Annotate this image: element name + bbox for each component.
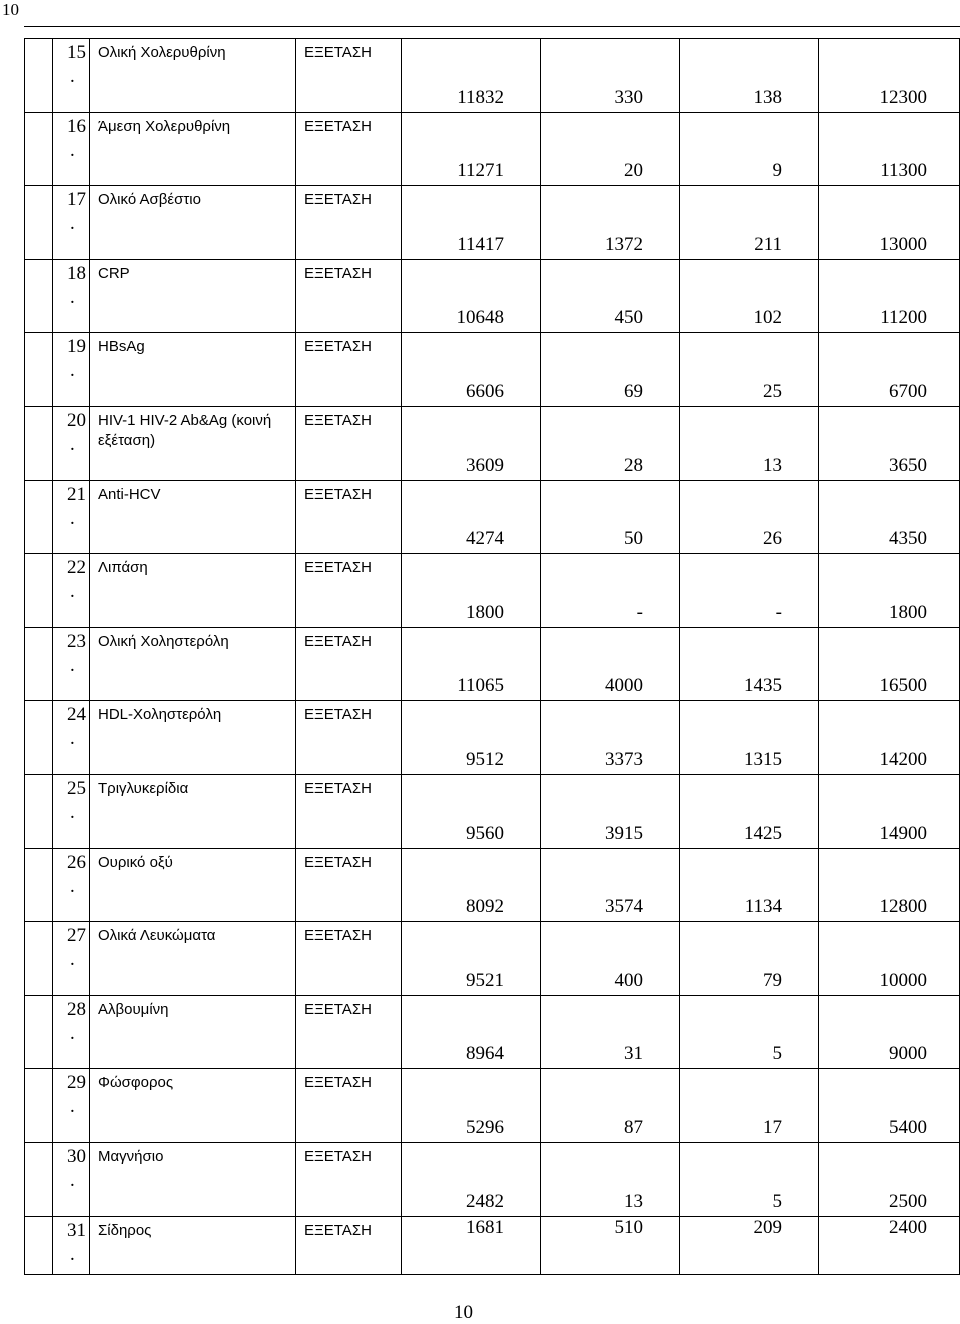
- row-number-dot: .: [70, 581, 75, 603]
- empty-cell: [25, 995, 53, 1069]
- exam-name: Τριγλυκερίδια: [90, 774, 296, 848]
- value-cell: 1800: [402, 554, 541, 628]
- row-number-dot: .: [70, 1169, 75, 1191]
- table-row: [25, 406, 960, 480]
- row-number-dot: .: [70, 360, 75, 382]
- value-cell: 79: [680, 922, 819, 996]
- row-number-text: 20: [67, 409, 86, 431]
- value-cell: 14900: [819, 774, 960, 848]
- row-number: [53, 480, 90, 554]
- exam-name: Λιπάση: [90, 554, 296, 628]
- value-cell: 211: [680, 186, 819, 260]
- row-number-text: 16: [67, 115, 86, 137]
- value-cell: 17: [680, 1069, 819, 1143]
- page-number-top: 10: [2, 0, 19, 19]
- empty-cell: [25, 480, 53, 554]
- table-row: [25, 1069, 960, 1143]
- value-cell: 4274: [402, 480, 541, 554]
- value-cell: 450: [541, 259, 680, 333]
- value-cell: 3650: [819, 406, 960, 480]
- exam-name: Άμεση Χολερυθρίνη: [90, 112, 296, 186]
- row-number-text: 23: [67, 630, 86, 652]
- exam-kind: ΕΞΕΤΑΣΗ: [296, 554, 402, 628]
- empty-cell: [25, 922, 53, 996]
- exam-kind: ΕΞΕΤΑΣΗ: [296, 259, 402, 333]
- row-number: [53, 627, 90, 701]
- row-number-dot: .: [70, 801, 75, 823]
- value-cell: 2482: [402, 1142, 541, 1216]
- value-cell: -: [680, 554, 819, 628]
- value-cell: 6700: [819, 333, 960, 407]
- row-number: [53, 39, 90, 113]
- row-number: [53, 701, 90, 775]
- table-row: [25, 627, 960, 701]
- value-cell: 1372: [541, 186, 680, 260]
- empty-cell: [25, 627, 53, 701]
- empty-cell: [25, 848, 53, 922]
- value-cell: 16500: [819, 627, 960, 701]
- exam-kind: ΕΞΕΤΑΣΗ: [296, 701, 402, 775]
- value-cell: -: [541, 554, 680, 628]
- exams-table: [24, 38, 960, 1275]
- value-cell: 8964: [402, 995, 541, 1069]
- table-row: [25, 995, 960, 1069]
- value-cell: 20: [541, 112, 680, 186]
- empty-cell: [25, 701, 53, 775]
- row-number: [53, 186, 90, 260]
- value-cell: 11271: [402, 112, 541, 186]
- value-cell: 69: [541, 333, 680, 407]
- value-cell: 6606: [402, 333, 541, 407]
- value-cell: 330: [541, 39, 680, 113]
- exam-kind: ΕΞΕΤΑΣΗ: [296, 186, 402, 260]
- exam-name: Αλβουμίνη: [90, 995, 296, 1069]
- value-cell: 3609: [402, 406, 541, 480]
- exam-kind: ΕΞΕΤΑΣΗ: [296, 333, 402, 407]
- exam-name: Ολική Χοληστερόλη: [90, 627, 296, 701]
- value-cell: 26: [680, 480, 819, 554]
- value-cell: 4350: [819, 480, 960, 554]
- exam-name: CRP: [90, 259, 296, 333]
- exam-kind: ΕΞΕΤΑΣΗ: [296, 848, 402, 922]
- row-number: [53, 1142, 90, 1216]
- value-cell: 13: [680, 406, 819, 480]
- exam-kind: ΕΞΕΤΑΣΗ: [296, 922, 402, 996]
- row-number-dot: .: [70, 286, 75, 308]
- value-cell: 9521: [402, 922, 541, 996]
- value-cell: 50: [541, 480, 680, 554]
- exam-kind: ΕΞΕΤΑΣΗ: [296, 1216, 402, 1274]
- value-cell: 9512: [402, 701, 541, 775]
- row-number-text: 21: [67, 483, 86, 505]
- row-number-text: 29: [67, 1072, 86, 1094]
- empty-cell: [25, 1069, 53, 1143]
- row-number-dot: .: [70, 728, 75, 750]
- row-number: [53, 554, 90, 628]
- value-cell: 11200: [819, 259, 960, 333]
- table-row: [25, 186, 960, 260]
- row-number-text: 22: [67, 557, 86, 579]
- table-row: [25, 774, 960, 848]
- value-cell: 138: [680, 39, 819, 113]
- table-row: [25, 1142, 960, 1216]
- value-cell: 1425: [680, 774, 819, 848]
- table-row: [25, 922, 960, 996]
- value-cell: 4000: [541, 627, 680, 701]
- value-cell: 209: [680, 1216, 819, 1274]
- value-cell: 400: [541, 922, 680, 996]
- empty-cell: [25, 39, 53, 113]
- empty-cell: [25, 1216, 53, 1274]
- row-number: [53, 259, 90, 333]
- value-cell: 3915: [541, 774, 680, 848]
- empty-cell: [25, 554, 53, 628]
- exam-kind: ΕΞΕΤΑΣΗ: [296, 1069, 402, 1143]
- empty-cell: [25, 406, 53, 480]
- value-cell: 1134: [680, 848, 819, 922]
- table-row: [25, 112, 960, 186]
- row-number-text: 19: [67, 336, 86, 358]
- value-cell: 11417: [402, 186, 541, 260]
- value-cell: 2500: [819, 1142, 960, 1216]
- row-number-text: 30: [67, 1145, 86, 1167]
- value-cell: 1435: [680, 627, 819, 701]
- row-number-text: 31: [67, 1219, 86, 1241]
- row-number-dot: .: [70, 213, 75, 235]
- row-number: [53, 848, 90, 922]
- row-number-text: 28: [67, 998, 86, 1020]
- value-cell: 14200: [819, 701, 960, 775]
- table-row: [25, 848, 960, 922]
- top-rule: [24, 26, 960, 27]
- empty-cell: [25, 333, 53, 407]
- value-cell: 5296: [402, 1069, 541, 1143]
- exam-kind: ΕΞΕΤΑΣΗ: [296, 480, 402, 554]
- table-row: [25, 554, 960, 628]
- row-number-text: 26: [67, 851, 86, 873]
- value-cell: 9: [680, 112, 819, 186]
- value-cell: 5: [680, 995, 819, 1069]
- table-row: [25, 39, 960, 113]
- value-cell: 9000: [819, 995, 960, 1069]
- exam-name: HBsAg: [90, 333, 296, 407]
- value-cell: 13: [541, 1142, 680, 1216]
- value-cell: 5: [680, 1142, 819, 1216]
- page-number-bottom: 10: [454, 1302, 473, 1323]
- exam-kind: ΕΞΕΤΑΣΗ: [296, 1142, 402, 1216]
- row-number: [53, 112, 90, 186]
- value-cell: 12800: [819, 848, 960, 922]
- exam-name: Ολικό Ασβέστιο: [90, 186, 296, 260]
- value-cell: 31: [541, 995, 680, 1069]
- empty-cell: [25, 259, 53, 333]
- row-number-dot: .: [70, 949, 75, 971]
- row-number-text: 27: [67, 925, 86, 947]
- table-row: [25, 1216, 960, 1274]
- value-cell: 25: [680, 333, 819, 407]
- value-cell: 9560: [402, 774, 541, 848]
- value-cell: 11300: [819, 112, 960, 186]
- value-cell: 1681: [402, 1216, 541, 1274]
- row-number-text: 25: [67, 777, 86, 799]
- row-number-dot: .: [70, 654, 75, 676]
- value-cell: 1315: [680, 701, 819, 775]
- table-row: [25, 333, 960, 407]
- exam-kind: ΕΞΕΤΑΣΗ: [296, 774, 402, 848]
- value-cell: 28: [541, 406, 680, 480]
- empty-cell: [25, 774, 53, 848]
- empty-cell: [25, 186, 53, 260]
- exam-name: HIV-1 HIV-2 Ab&Ag (κοινή εξέταση): [90, 406, 296, 480]
- exam-kind: ΕΞΕΤΑΣΗ: [296, 995, 402, 1069]
- row-number-dot: .: [70, 66, 75, 87]
- table-row: [25, 259, 960, 333]
- empty-cell: [25, 112, 53, 186]
- exam-kind: ΕΞΕΤΑΣΗ: [296, 406, 402, 480]
- value-cell: 11832: [402, 39, 541, 113]
- exam-name: Anti-HCV: [90, 480, 296, 554]
- row-number: [53, 1216, 90, 1274]
- value-cell: 102: [680, 259, 819, 333]
- value-cell: 10000: [819, 922, 960, 996]
- row-number-dot: .: [70, 1096, 75, 1118]
- empty-cell: [25, 1142, 53, 1216]
- exam-name: Ολική Χολερυθρίνη: [90, 39, 296, 113]
- row-number: [53, 995, 90, 1069]
- value-cell: 1800: [819, 554, 960, 628]
- exam-kind: ΕΞΕΤΑΣΗ: [296, 112, 402, 186]
- exam-name: Σίδηρος: [90, 1216, 296, 1274]
- value-cell: 13000: [819, 186, 960, 260]
- exam-kind: ΕΞΕΤΑΣΗ: [296, 627, 402, 701]
- row-number: [53, 922, 90, 996]
- row-number: [53, 333, 90, 407]
- row-number-text: 17: [67, 189, 86, 211]
- exam-name: HDL-Χοληστερόλη: [90, 701, 296, 775]
- row-number: [53, 1069, 90, 1143]
- table-row: [25, 701, 960, 775]
- exams-table-body: [25, 39, 960, 1275]
- row-number: [53, 774, 90, 848]
- row-number-dot: .: [70, 507, 75, 529]
- row-number-text: 18: [67, 262, 86, 284]
- exam-name: Φώσφορος: [90, 1069, 296, 1143]
- row-number-dot: .: [70, 433, 75, 455]
- value-cell: 3373: [541, 701, 680, 775]
- exam-name: Ουρικό οξύ: [90, 848, 296, 922]
- value-cell: 12300: [819, 39, 960, 113]
- row-number-dot: .: [70, 875, 75, 897]
- row-number-text: 15: [67, 42, 86, 63]
- table-row: [25, 480, 960, 554]
- row-number-text: 24: [67, 704, 86, 726]
- value-cell: 5400: [819, 1069, 960, 1143]
- value-cell: 11065: [402, 627, 541, 701]
- row-number-dot: .: [70, 139, 75, 161]
- value-cell: 2400: [819, 1216, 960, 1274]
- value-cell: 8092: [402, 848, 541, 922]
- row-number-dot: .: [70, 1243, 75, 1265]
- exam-name: Ολικά Λευκώματα: [90, 922, 296, 996]
- value-cell: 3574: [541, 848, 680, 922]
- row-number-dot: .: [70, 1022, 75, 1044]
- value-cell: 10648: [402, 259, 541, 333]
- exam-name: Μαγνήσιο: [90, 1142, 296, 1216]
- value-cell: 87: [541, 1069, 680, 1143]
- value-cell: 510: [541, 1216, 680, 1274]
- row-number: [53, 406, 90, 480]
- exam-kind: ΕΞΕΤΑΣΗ: [296, 39, 402, 113]
